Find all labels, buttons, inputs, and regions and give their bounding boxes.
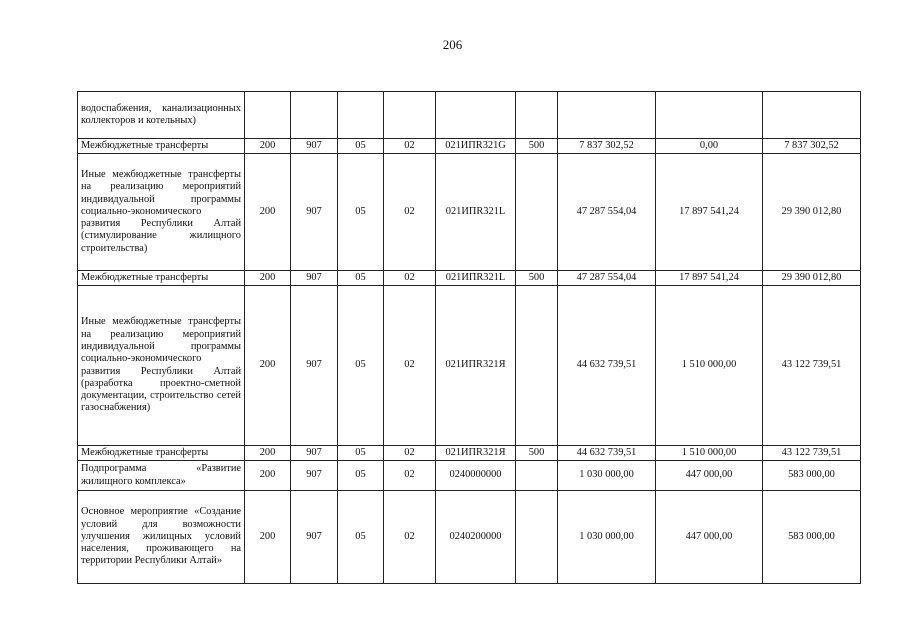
cell-amount-1: 47 287 554,04 [558, 154, 656, 271]
cell-expense-type [516, 491, 558, 584]
cell-department-code: 907 [291, 491, 338, 584]
cell-target-article: 0240000000 [436, 461, 516, 491]
cell-expense-type [516, 154, 558, 271]
table-row [78, 461, 861, 491]
cell-ministry-code: 200 [245, 271, 291, 286]
row-name: водоспабжения, канализационных коллекторов и котельных) [78, 92, 245, 139]
cell-amount-2: 1 510 000,00 [656, 446, 763, 461]
cell-amount-2: 17 897 541,24 [656, 271, 763, 286]
cell-expense-type: 500 [516, 271, 558, 286]
cell-subsection-code: 02 [384, 491, 436, 584]
cell-target-article: 021ИПR321Я [436, 286, 516, 446]
budget-table [77, 91, 861, 584]
cell-amount-2: 0,00 [656, 139, 763, 154]
cell-department-code: 907 [291, 286, 338, 446]
cell-amount-3: 583 000,00 [763, 461, 861, 491]
cell-subsection-code: 02 [384, 286, 436, 446]
cell-ministry-code: 200 [245, 491, 291, 584]
cell-section-code: 05 [338, 491, 384, 584]
cell-amount-2: 447 000,00 [656, 491, 763, 584]
cell-expense-type [516, 92, 558, 139]
table-row [78, 286, 861, 446]
cell-expense-type [516, 286, 558, 446]
cell-amount-1: 44 632 739,51 [558, 446, 656, 461]
cell-subsection-code: 02 [384, 461, 436, 491]
cell-ministry-code: 200 [245, 139, 291, 154]
cell-department-code: 907 [291, 154, 338, 271]
cell-amount-2: 17 897 541,24 [656, 154, 763, 271]
cell-department-code: 907 [291, 139, 338, 154]
cell-section-code: 05 [338, 286, 384, 446]
cell-section-code [338, 92, 384, 139]
row-name: Иные межбюджетные трансферты на реализацию мероприятий индивидуальной программы социально-экономического развития Республики Алтай (стимулирование жилищного строительства) [78, 154, 245, 271]
table-row [78, 92, 861, 139]
row-name: Основное мероприятие «Создание условий для возможности улучшения жилищных условий населения, проживающего на территории Республики Алтай» [78, 491, 245, 584]
cell-amount-3 [763, 92, 861, 139]
cell-department-code: 907 [291, 271, 338, 286]
cell-target-article [436, 92, 516, 139]
cell-target-article: 021ИПR321G [436, 139, 516, 154]
cell-ministry-code [245, 92, 291, 139]
row-name: Межбюджетные трансферты [78, 139, 245, 154]
cell-amount-1: 1 030 000,00 [558, 461, 656, 491]
cell-section-code: 05 [338, 154, 384, 271]
table-row [78, 271, 861, 286]
cell-amount-3: 43 122 739,51 [763, 446, 861, 461]
row-name: Межбюджетные трансферты [78, 446, 245, 461]
cell-section-code: 05 [338, 271, 384, 286]
cell-amount-1: 7 837 302,52 [558, 139, 656, 154]
page-number: 206 [442, 37, 463, 52]
cell-target-article: 0240200000 [436, 491, 516, 584]
cell-amount-1: 44 632 739,51 [558, 286, 656, 446]
cell-amount-3: 43 122 739,51 [763, 286, 861, 446]
cell-ministry-code: 200 [245, 286, 291, 446]
cell-ministry-code: 200 [245, 154, 291, 271]
cell-amount-3: 583 000,00 [763, 491, 861, 584]
cell-amount-1: 47 287 554,04 [558, 271, 656, 286]
cell-section-code: 05 [338, 139, 384, 154]
cell-subsection-code: 02 [384, 446, 436, 461]
cell-department-code: 907 [291, 446, 338, 461]
cell-amount-3: 7 837 302,52 [763, 139, 861, 154]
row-name: Иные межбюджетные трансферты на реализацию мероприятий индивидуальной программы социально-экономического развития Республики Алтай (разработка проектно-сметной документации, строительство сетей газоснабжения) [78, 286, 245, 446]
cell-expense-type [516, 461, 558, 491]
cell-department-code: 907 [291, 461, 338, 491]
cell-ministry-code: 200 [245, 461, 291, 491]
cell-subsection-code [384, 92, 436, 139]
cell-amount-2: 1 510 000,00 [656, 286, 763, 446]
cell-subsection-code: 02 [384, 139, 436, 154]
cell-expense-type: 500 [516, 446, 558, 461]
table-row [78, 139, 861, 154]
cell-target-article: 021ИПR321Я [436, 446, 516, 461]
cell-target-article: 021ИПR321L [436, 154, 516, 271]
table-row [78, 491, 861, 584]
cell-subsection-code: 02 [384, 154, 436, 271]
row-name: Подпрограмма «Развитие жилищного комплекса» [78, 461, 245, 491]
row-name: Межбюджетные трансферты [78, 271, 245, 286]
cell-section-code: 05 [338, 446, 384, 461]
cell-amount-3: 29 390 012,80 [763, 271, 861, 286]
cell-department-code [291, 92, 338, 139]
cell-amount-2: 447 000,00 [656, 461, 763, 491]
table-row [78, 154, 861, 271]
cell-section-code: 05 [338, 461, 384, 491]
cell-ministry-code: 200 [245, 446, 291, 461]
cell-amount-1 [558, 92, 656, 139]
table-row [78, 446, 861, 461]
cell-amount-2 [656, 92, 763, 139]
cell-target-article: 021ИПR321L [436, 271, 516, 286]
cell-subsection-code: 02 [384, 271, 436, 286]
cell-expense-type: 500 [516, 139, 558, 154]
cell-amount-1: 1 030 000,00 [558, 491, 656, 584]
cell-amount-3: 29 390 012,80 [763, 154, 861, 271]
